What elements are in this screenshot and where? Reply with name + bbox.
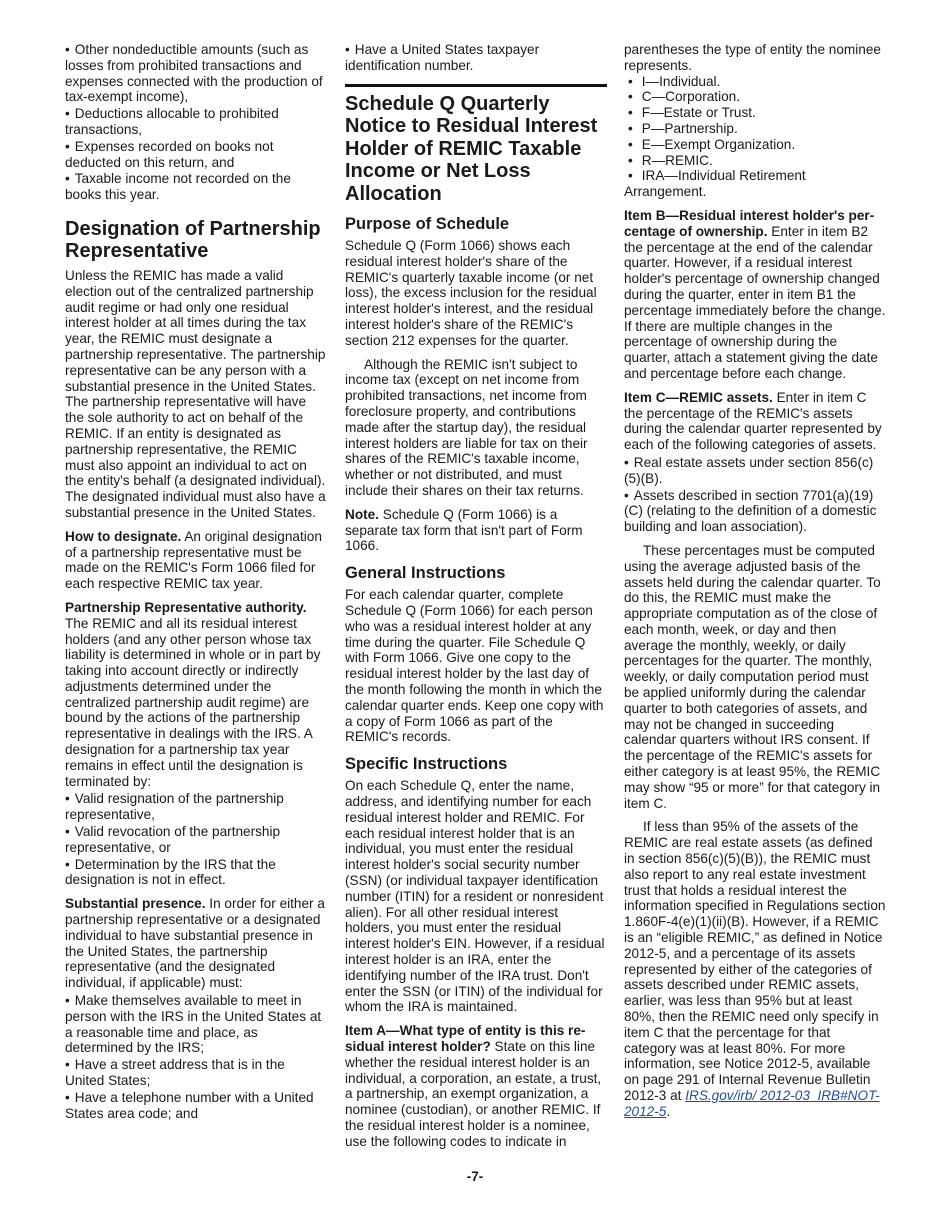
run-in-heading: How to designate. xyxy=(65,528,182,544)
run-in-heading: Partnership Representative authority. xyxy=(65,599,307,615)
column-right xyxy=(624,42,886,1128)
list-item: • Determination by the IRS that the designation is not in effect. xyxy=(65,857,327,889)
paragraph-text: In order for either a partnership representative or a designated individual to have substantial presence in the United States, the partnership representative (and the designated individual, if applicable) must: xyxy=(65,896,325,991)
paragraph: Although the REMIC isn't subject to income tax (except on net income from prohibited transactions, net income from foreclosure property, and contributions made after the startup day), the residual interest holders are liable for tax on their shares of the REMIC's taxable income, whether or not distributed, and must include their shares on their tax returns. xyxy=(345,356,588,499)
list-item: • Have a telephone number with a United States area code; and xyxy=(65,1090,327,1122)
list-item: • Taxable income not recorded on the books this year. xyxy=(65,171,327,203)
note-label: Note. xyxy=(345,506,379,522)
paragraph xyxy=(65,896,327,991)
entity-code: • P—Partnership. xyxy=(624,121,886,137)
list-item: • Have a United States taxpayer identification number. xyxy=(345,42,607,74)
entity-code: • IRA—Individual Retirement Arrangement. xyxy=(624,168,886,200)
list-item: • Make themselves available to meet in person with the IRS in the United States at a reasonable time and place, as determined by the IRS; xyxy=(65,993,327,1056)
run-in-heading: Item C—REMIC assets. xyxy=(624,389,773,405)
paragraph xyxy=(624,208,886,382)
note-paragraph xyxy=(345,507,607,554)
entity-code: • I—Individual. xyxy=(624,74,886,90)
paragraph: On each Schedule Q, enter the name, address, and identifying number for each residual interest holder and REMIC. For each residual interest holder that is an individual, you must enter the residual interest holder's social security number (SSN) (or individual taxpayer identification number (ITIN) for a resident or nonresident alien). For all other residual interest holders, you must enter the residual interest holder's EIN. However, if a residual interest holder is an IRA, enter the identifying number of the IRA trust. Don't enter the SSN (or ITIN) of the individual for whom the IRA is maintained. xyxy=(345,778,605,1015)
run-in-heading: Item A—What type of entity is this re-sidual interest holder? xyxy=(345,1023,586,1054)
list-item: • Other nondeductible amounts (such as losses from prohibited transactions and expenses connected with the production of tax-exempt income), xyxy=(65,42,327,105)
paragraph: Unless the REMIC has made a valid election out of the centralized partnership audit regime or had only one residual interest holder at all times during the tax year, the REMIC must designate a partnership representative. The partnership representative can be any person with a substantial presence in the United States. The partnership representative will have the sole authority to act on behalf of the REMIC. If an entity is designated as partnership representative, the REMIC must also appoint an individual to act on the entity's behalf (a designated individual). The designated individual must also have a substantial presence in the United States. xyxy=(65,267,326,520)
paragraph-text: The REMIC and all its residual interest holders (and any other person whose tax liability is determined in whole or in part by taking into account directly or indirectly adjustments determined under the centralized partnership audit regime) are bound by the actions of the partnership representative in dealings with the IRS. A designation for a partnership tax year remains in effect until the designation is terminated by: xyxy=(65,615,321,789)
paragraph xyxy=(624,390,886,453)
run-in-heading: Item B—Residual interest holder's per-centage of ownership. xyxy=(624,207,875,239)
schedule-q-title: Schedule Q Quarterly Notice to Residual Interest Holder of REMIC Taxable Income or Net Loss Allocation xyxy=(345,84,607,206)
entity-code: • F—Estate or Trust. xyxy=(624,105,886,121)
paragraph xyxy=(65,600,327,790)
list-item: • Have a street address that is in the United States; xyxy=(65,1057,327,1089)
entity-code: • E—Exempt Organization. xyxy=(624,137,886,153)
paragraph-text: An original designation of a partnership representative must be made on the REMIC's Form 1066 filed for each respective REMIC tax year. xyxy=(65,528,322,592)
paragraph-text: State on this line whether the residual interest holder is an individual, a corporation, an estate, a trust, a partnership, an exempt organization, a nominee (custodian), or another REMIC. If the residual interest holder is a nominee, use the following codes to indicate in xyxy=(345,1038,602,1149)
section-heading-general: General Instructions xyxy=(345,564,506,583)
run-in-heading: Substantial presence. xyxy=(65,896,206,912)
paragraph xyxy=(65,529,327,592)
paragraph: For each calendar quarter, complete Schedule Q (Form 1066) for each person who was a residual interest holder at any time during the quarter. File Schedule Q with Form 1066. Give one copy to the residual interest holder by the last day of the month following the month in which the calendar quarter ends. Keep one copy with a copy of Form 1066 as part of the REMIC's records. xyxy=(345,587,604,745)
paragraph-text: . xyxy=(666,1103,671,1119)
list-item: • Expenses recorded on books not deducted on this return, and xyxy=(65,139,327,171)
list-item: • Valid resignation of the partnership representative, xyxy=(65,791,327,823)
paragraph xyxy=(624,819,886,1119)
paragraph-text: Schedule Q (Form 1066) is a separate tax form that isn't part of Form 1066. xyxy=(345,506,583,554)
paragraph-text: Enter in item B2 the percentage at the end of the calendar quarter. However, if a residual interest holder's percentage of ownership changed during the quarter, enter in item B1 the percentage immediately before the change. If there are multiple changes in the percentage of ownership during the quarter, attach a statement giving the date and percentage before each change. xyxy=(624,223,886,381)
list-item: • Valid revocation of the partnership representative, or xyxy=(65,824,327,856)
irs-notice-link[interactable]: IRS.gov/irb/ 2012-03_IRB#NOT-2012-5 xyxy=(624,1088,880,1119)
section-heading-purpose: Purpose of Schedule xyxy=(345,215,510,234)
paragraph-text: Enter in item C the percentage of the REMIC's assets during the calendar quarter represented by each of the following categories of assets. xyxy=(624,389,882,453)
column-left xyxy=(65,42,327,1122)
section-heading-designation: Designation of Partnership Representative xyxy=(65,217,321,262)
page-number: -7- xyxy=(466,1169,484,1184)
paragraph: Schedule Q (Form 1066) shows each residual interest holder's share of the REMIC's quarterly taxable income (or net loss), the excess inclusion for the residual interest holder's interest, and the residual interest holder's share of the REMIC's section 212 expenses for the quarter. xyxy=(345,238,597,348)
paragraph-text: If less than 95% of the assets of the REMIC are real estate assets (as defined in section 856(c)(5)(B)), the REMIC must also report to any real estate investment trust that holds a residual interest the information specified in Regulations section 1.860F-4(e)(1)(ii)(B). However, if a REMIC is an “eligible REMIC,” as defined in Notice 2012-5, and a percentage of its assets represented by either of the categories of assets described under REMIC assets, earlier, was less than 95% but at least 80%, then the REMIC need only specify in item C that the percentage for that category was at least 80%. For more information, see Notice 2012-5, available on page 291 of Internal Revenue Bulletin 2012-3 at xyxy=(624,819,886,1103)
section-heading-specific: Specific Instructions xyxy=(345,755,508,774)
paragraph: parentheses the type of entity the nominee represents. xyxy=(624,42,881,73)
list-item: • Assets described in section 7701(a)(19)(C) (relating to the definition of a domestic building and loan association). xyxy=(624,488,886,535)
column-middle xyxy=(345,42,607,1158)
entity-code: • R—REMIC. xyxy=(624,153,886,169)
entity-code: • C—Corporation. xyxy=(624,89,886,105)
list-item: • Real estate assets under section 856(c)(5)(B). xyxy=(624,455,886,487)
list-item: • Deductions allocable to prohibited transactions, xyxy=(65,106,327,138)
paragraph xyxy=(345,1023,607,1149)
paragraph: These percentages must be computed using the average adjusted basis of the assets held during the calendar quarter. To do this, the REMIC must make the appropriate computation as of the close of each month, week, or day and then average the monthly, weekly, or daily percentages for the quarter. The monthly, weekly, or daily computation period must be applied uniformly during the calendar quarter to both categories of assets, and may not be changed in succeeding calendar quarters without IRS consent. If the percentage of the REMIC's assets for either category is at least 95%, the REMIC may show “95 or more” for that category in item C. xyxy=(624,542,881,811)
